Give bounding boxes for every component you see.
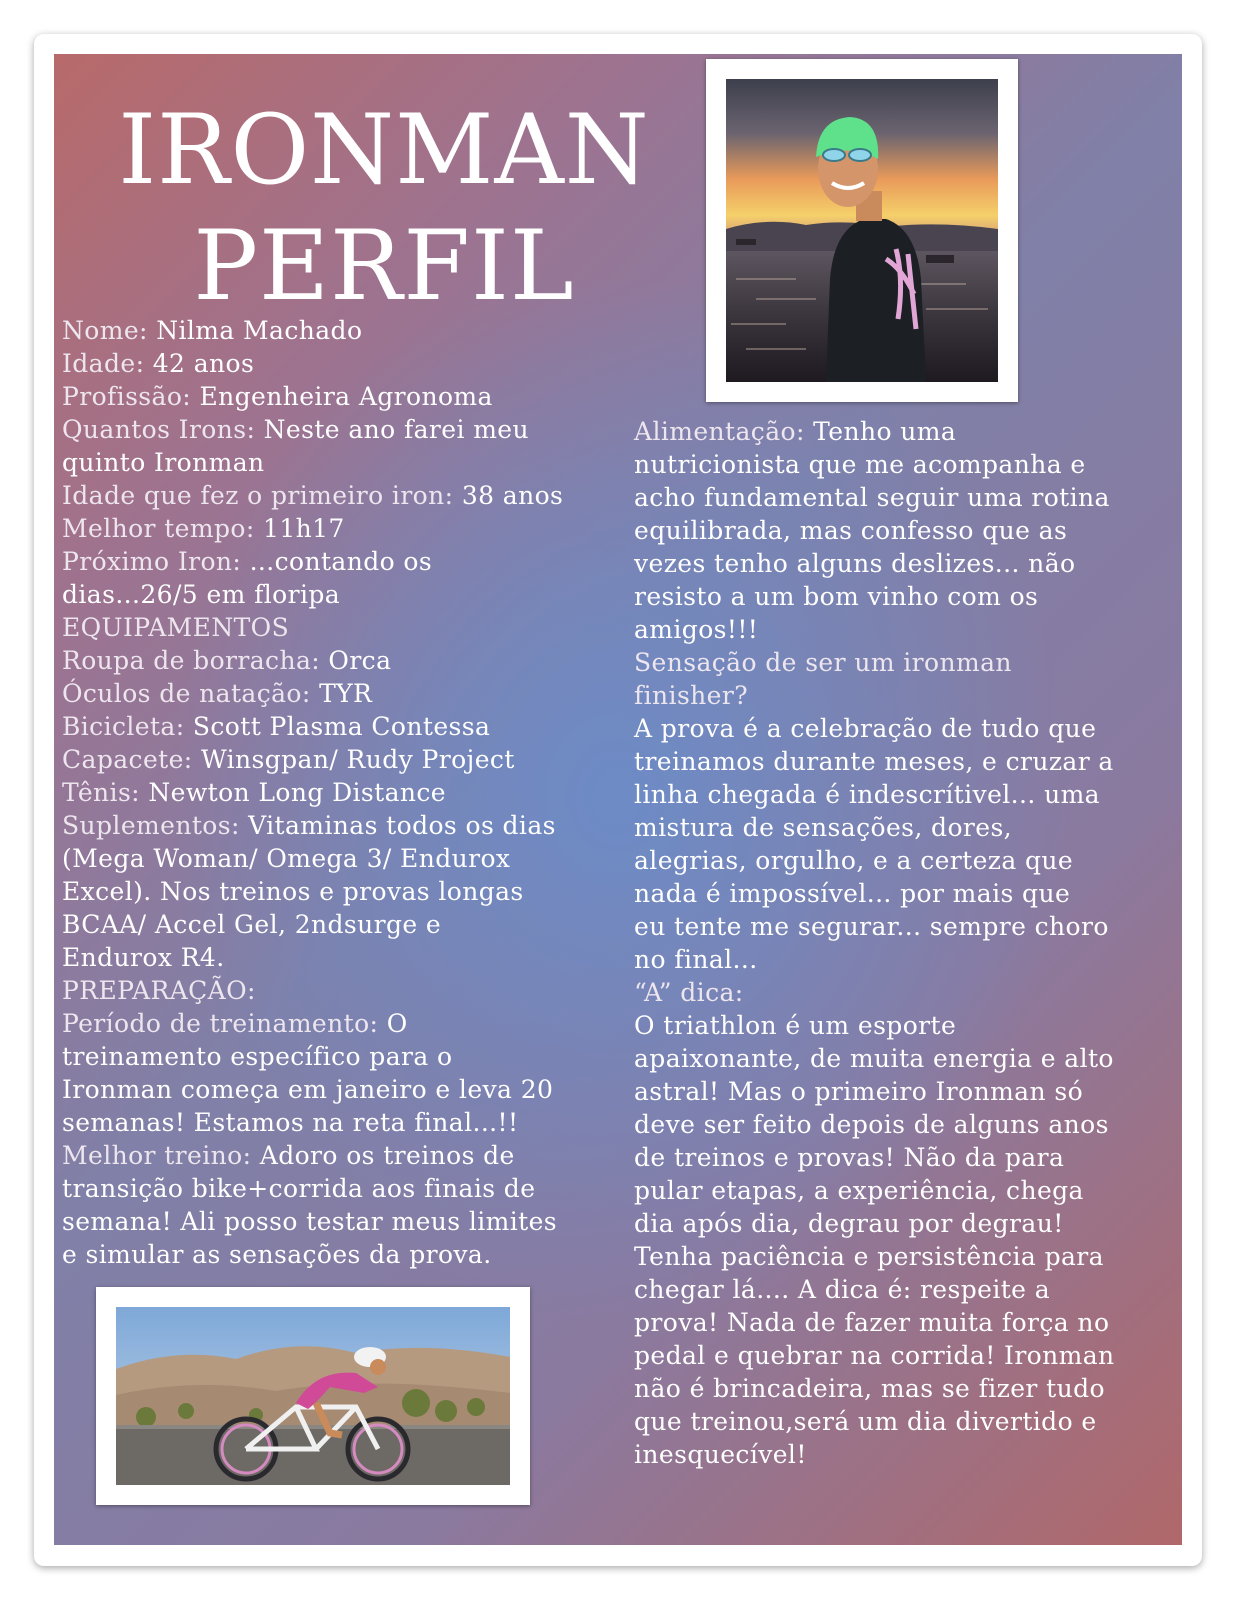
field-value: Adoro os treinos de bbox=[251, 1141, 515, 1170]
field-value: acho fundamental seguir uma rotina bbox=[634, 483, 1110, 512]
text-line bbox=[62, 710, 622, 743]
title-line-2: PERFIL bbox=[193, 210, 575, 322]
text-line bbox=[634, 1075, 1174, 1108]
text-line bbox=[62, 974, 622, 1007]
field-value: no final... bbox=[634, 945, 758, 974]
field-label: Melhor tempo: bbox=[62, 514, 255, 543]
field-label: Alimentação: bbox=[634, 417, 805, 446]
field-value: apaixonante, de muita energia e alto bbox=[634, 1044, 1114, 1073]
text-line bbox=[634, 514, 1174, 547]
text-line bbox=[62, 776, 622, 809]
text-line bbox=[634, 481, 1174, 514]
text-line bbox=[62, 611, 622, 644]
field-value: 38 anos bbox=[453, 481, 564, 510]
field-label: Idade que fez o primeiro iron: bbox=[62, 481, 454, 510]
text-line bbox=[62, 941, 622, 974]
field-value: Winsgpan/ Rudy Project bbox=[192, 745, 515, 774]
field-label: Capacete: bbox=[62, 745, 193, 774]
field-label: Período de treinamento: bbox=[62, 1009, 379, 1038]
field-value: A prova é a celebração de tudo que bbox=[634, 714, 1097, 743]
text-line bbox=[62, 1040, 622, 1073]
field-value: O bbox=[378, 1009, 408, 1038]
text-line bbox=[634, 712, 1174, 745]
text-line bbox=[62, 809, 622, 842]
text-line bbox=[62, 1073, 622, 1106]
field-value: e simular as sensações da prova. bbox=[62, 1240, 492, 1269]
field-value: linha chegada é indescrítivel... uma bbox=[634, 780, 1100, 809]
text-line bbox=[62, 1106, 622, 1139]
text-line bbox=[62, 842, 622, 875]
text-line bbox=[62, 677, 622, 710]
field-value: nada é impossível... por mais que bbox=[634, 879, 1071, 908]
field-label: PREPARAÇÃO: bbox=[62, 976, 256, 1005]
text-line bbox=[634, 778, 1174, 811]
field-label: Tênis: bbox=[62, 778, 141, 807]
field-label: Próximo Iron: bbox=[62, 547, 242, 576]
field-value: Vitaminas todos os dias bbox=[239, 811, 556, 840]
field-value: 42 anos bbox=[144, 349, 255, 378]
field-label: Óculos de natação: bbox=[62, 679, 311, 708]
field-value: deve ser feito depois de alguns anos bbox=[634, 1110, 1109, 1139]
swimmer-photo-frame bbox=[706, 59, 1018, 402]
text-line bbox=[634, 1174, 1174, 1207]
text-line bbox=[634, 1240, 1174, 1273]
poster-sheet bbox=[34, 34, 1202, 1566]
field-value: Endurox R4. bbox=[62, 943, 225, 972]
text-line bbox=[634, 415, 1174, 448]
text-line bbox=[634, 844, 1174, 877]
field-value: Excel). Nos treinos e provas longas bbox=[62, 877, 524, 906]
field-value: astral! Mas o primeiro Ironman só bbox=[634, 1077, 1084, 1106]
field-value: amigos!!! bbox=[634, 615, 759, 644]
field-label: Bicicleta: bbox=[62, 712, 185, 741]
field-value: que treinou,será um dia divertido e bbox=[634, 1407, 1097, 1436]
field-value: dias...26/5 em floripa bbox=[62, 580, 341, 609]
field-value: não é brincadeira, mas se fizer tudo bbox=[634, 1374, 1105, 1403]
text-line bbox=[62, 1139, 622, 1172]
text-line bbox=[62, 578, 622, 611]
text-line bbox=[634, 646, 1174, 679]
field-value: O triathlon é um esporte bbox=[634, 1011, 957, 1040]
field-value: Newton Long Distance bbox=[140, 778, 446, 807]
field-value: resisto a um bom vinho com os bbox=[634, 582, 1039, 611]
text-line bbox=[634, 811, 1174, 844]
field-label: Profissão: bbox=[62, 382, 192, 411]
field-label: “A” dica: bbox=[634, 978, 744, 1007]
field-value: semana! Ali posso testar meus limites bbox=[62, 1207, 557, 1236]
text-line bbox=[634, 1372, 1174, 1405]
text-line bbox=[62, 644, 622, 677]
profile-details-column bbox=[62, 314, 622, 1271]
text-line bbox=[634, 1207, 1174, 1240]
title-line-1: IRONMAN bbox=[118, 94, 650, 206]
field-value: de treinos e provas! Não da para bbox=[634, 1143, 1065, 1172]
text-line bbox=[62, 1172, 622, 1205]
field-value: equilibrada, mas confesso que as bbox=[634, 516, 1068, 545]
field-label: Idade: bbox=[62, 349, 145, 378]
field-value: (Mega Woman/ Omega 3/ Endurox bbox=[62, 844, 511, 873]
swimmer-portrait-icon bbox=[726, 79, 998, 382]
field-value: Tenha paciência e persistência para bbox=[634, 1242, 1104, 1271]
field-value: dia após dia, degrau por degrau! bbox=[634, 1209, 1064, 1238]
text-line bbox=[634, 448, 1174, 481]
text-line bbox=[634, 1438, 1174, 1471]
field-value: semanas! Estamos na reta final...!! bbox=[62, 1108, 519, 1137]
field-value: inesquecível! bbox=[634, 1440, 807, 1469]
field-value: alegrias, orgulho, e a certeza que bbox=[634, 846, 1074, 875]
field-value: pedal e quebrar na corrida! Ironman bbox=[634, 1341, 1115, 1370]
field-value: treinamento específico para o bbox=[62, 1042, 453, 1071]
field-value: eu tente me segurar... sempre choro bbox=[634, 912, 1109, 941]
text-line bbox=[62, 875, 622, 908]
field-label: Sensação de ser um ironman bbox=[634, 648, 1012, 677]
field-value: prova! Nada de fazer muita força no bbox=[634, 1308, 1110, 1337]
text-line bbox=[634, 679, 1174, 712]
field-value: Ironman começa em janeiro e leva 20 bbox=[62, 1075, 554, 1104]
text-line bbox=[634, 580, 1174, 613]
text-line bbox=[62, 1007, 622, 1040]
text-line bbox=[634, 1141, 1174, 1174]
field-label: Roupa de borracha: bbox=[62, 646, 321, 675]
field-value: ...contando os bbox=[241, 547, 433, 576]
text-line bbox=[634, 613, 1174, 646]
text-line bbox=[634, 1273, 1174, 1306]
text-line bbox=[62, 446, 622, 479]
field-value: transição bike+corrida aos finais de bbox=[62, 1174, 536, 1203]
cyclist-icon bbox=[116, 1307, 510, 1485]
field-label: Nome: bbox=[62, 316, 148, 345]
text-line bbox=[634, 1339, 1174, 1372]
text-line bbox=[634, 1108, 1174, 1141]
text-line bbox=[62, 545, 622, 578]
page-title bbox=[84, 92, 684, 324]
field-value: Orca bbox=[320, 646, 392, 675]
text-line bbox=[634, 910, 1174, 943]
field-label: finisher? bbox=[634, 681, 749, 710]
text-line bbox=[62, 743, 622, 776]
cyclist-photo-frame bbox=[96, 1287, 530, 1505]
text-line bbox=[62, 314, 622, 347]
text-line bbox=[62, 908, 622, 941]
field-value: Neste ano farei meu bbox=[255, 415, 529, 444]
field-value: Nilma Machado bbox=[147, 316, 363, 345]
text-line bbox=[62, 1238, 622, 1271]
text-line bbox=[634, 877, 1174, 910]
text-line bbox=[62, 1205, 622, 1238]
text-line bbox=[62, 347, 622, 380]
field-label: Melhor treino: bbox=[62, 1141, 252, 1170]
text-line bbox=[62, 380, 622, 413]
text-line bbox=[634, 745, 1174, 778]
field-value: chegar lá.... A dica é: respeite a bbox=[634, 1275, 1051, 1304]
poster-background bbox=[54, 54, 1182, 1545]
field-value: TYR bbox=[310, 679, 373, 708]
field-label: Suplementos: bbox=[62, 811, 240, 840]
field-value: mistura de sensações, dores, bbox=[634, 813, 1013, 842]
text-line bbox=[634, 547, 1174, 580]
field-value: BCAA/ Accel Gel, 2ndsurge e bbox=[62, 910, 442, 939]
field-value: Tenho uma bbox=[804, 417, 957, 446]
field-label: EQUIPAMENTOS bbox=[62, 613, 290, 642]
field-value: quinto Ironman bbox=[62, 448, 265, 477]
field-value: Engenheira Agronoma bbox=[191, 382, 493, 411]
text-line bbox=[634, 1405, 1174, 1438]
text-line bbox=[634, 976, 1174, 1009]
text-line bbox=[634, 1009, 1174, 1042]
text-line bbox=[634, 1042, 1174, 1075]
field-value: Scott Plasma Contessa bbox=[184, 712, 491, 741]
text-line bbox=[634, 1306, 1174, 1339]
text-line bbox=[634, 943, 1174, 976]
field-value: vezes tenho alguns deslizes... não bbox=[634, 549, 1076, 578]
text-line bbox=[62, 413, 622, 446]
field-value: 11h17 bbox=[254, 514, 345, 543]
text-line bbox=[62, 479, 622, 512]
text-line bbox=[62, 512, 622, 545]
profile-answers-column bbox=[634, 415, 1174, 1471]
field-value: nutricionista que me acompanha e bbox=[634, 450, 1086, 479]
field-value: treinamos durante meses, e cruzar a bbox=[634, 747, 1114, 776]
field-value: pular etapas, a experiência, chega bbox=[634, 1176, 1084, 1205]
field-label: Quantos Irons: bbox=[62, 415, 256, 444]
